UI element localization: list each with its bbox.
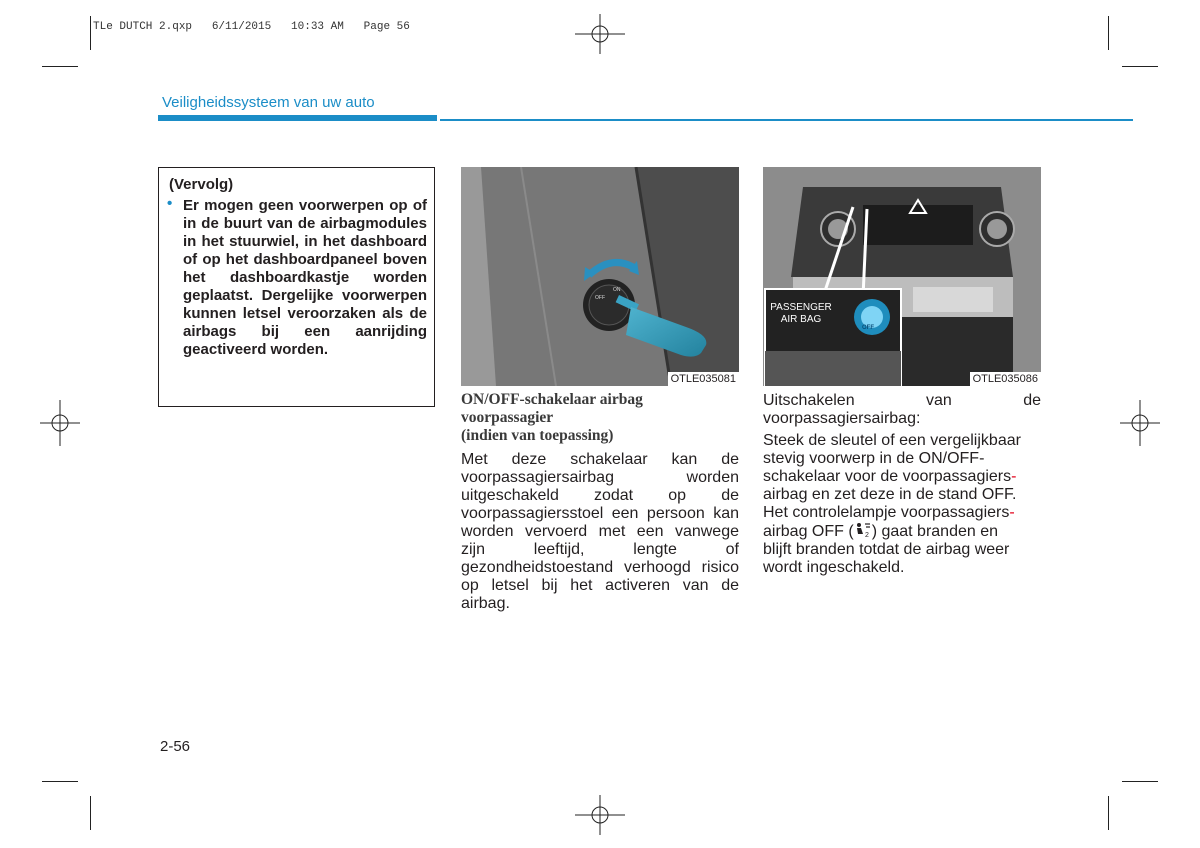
crop-mark: [1122, 66, 1158, 67]
airbag-off-indicator-text: OFF: [862, 325, 874, 331]
passenger-airbag-off-icon: [854, 522, 872, 538]
heading-line: (indien van toepassing): [461, 427, 614, 444]
switch-description: Met deze schakelaar kan de voorpassagiersairbag worden uitgeschakeld zodat op de voorpassagiersstoel een persoon kan worden vervoerd met een vanwege zijn leeftijd, lengte of gezondheidstoestand verhoogd risico op letsel bij het activeren van de airbag.: [461, 451, 739, 612]
deactivation-section: [763, 392, 1041, 577]
page-number: 2-56: [160, 738, 191, 755]
crop-mark: [42, 781, 78, 782]
registration-mark-icon: [40, 400, 80, 446]
text-fragment: schakelaar voor de voorpassagiers: [763, 468, 1012, 485]
text-line: Steek de sleutel of een vergelijkbaar: [763, 432, 1021, 449]
hyphen: -: [1009, 504, 1015, 521]
registration-mark-icon: [575, 795, 625, 835]
figure-code: OTLE035081: [668, 372, 739, 386]
section-title: Veiligheidssysteem van uw auto: [162, 94, 375, 111]
text-fragment: ) gaat branden en: [871, 523, 999, 540]
deactivation-steps: [763, 432, 1041, 577]
figure-airbag-switch: [461, 167, 739, 386]
crop-mark: [1108, 796, 1109, 830]
callout-label: PASSENGER AIR BAG: [770, 302, 832, 325]
section-heading: [461, 391, 739, 445]
svg-text:ON: ON: [613, 287, 621, 293]
svg-text:OFF: OFF: [595, 295, 605, 301]
text-line: [763, 468, 1041, 486]
crop-mark: [1108, 16, 1109, 50]
text-fragment: Het controlelampje voorpassagiers: [763, 504, 1010, 521]
print-slug: TLe DUTCH 2.qxp 6/11/2015 10:33 AM Page 56: [93, 21, 410, 33]
text-fragment: airbag OFF (: [763, 523, 854, 540]
text-line: blijft branden totdat de airbag weer: [763, 541, 1010, 558]
registration-mark-icon: [575, 14, 625, 54]
figure-airbag-indicator: [763, 167, 1041, 386]
crop-mark: [90, 796, 91, 830]
warning-heading: (Vervolg): [169, 176, 234, 193]
dashboard-illustration: [763, 167, 1041, 386]
heading-line: ON/OFF-schakelaar airbag: [461, 391, 643, 408]
bullet-icon: •: [167, 195, 173, 212]
figure-code: OTLE035086: [970, 372, 1041, 386]
crop-mark: [90, 16, 91, 50]
header-rule-thick: [158, 115, 437, 121]
registration-mark-icon: [1120, 400, 1160, 446]
deactivation-intro: Uitschakelen van de voorpassagiersairbag:: [763, 392, 1041, 427]
switch-section: [461, 391, 739, 613]
crop-mark: [1122, 781, 1158, 782]
svg-text:2: 2: [864, 532, 869, 538]
text-line: wordt ingeschakeld.: [763, 559, 905, 576]
warning-box: [158, 167, 435, 407]
warning-text: Er mogen geen voorwerpen op of in de buurt van de airbagmodules in het stuurwiel, in het dashboard of op het dashboardpaneel boven het dashboardkastje worden geplaatst. Dergelijke voorwerpen kunnen letsel veroorzaken als de airbags bij een aanrijding geactiveerd worden.: [183, 197, 427, 358]
header-rule-thin: [440, 119, 1133, 121]
switch-illustration: [461, 167, 739, 386]
heading-line: voorpassagier: [461, 409, 554, 426]
text-line: [763, 504, 1041, 522]
hyphen: -: [1011, 468, 1017, 485]
text-line: [763, 522, 1041, 541]
crop-mark: [42, 66, 78, 67]
text-line: airbag en zet deze in de stand OFF.: [763, 486, 1017, 503]
text-line: stevig voorwerp in de ON/OFF-: [763, 450, 985, 467]
